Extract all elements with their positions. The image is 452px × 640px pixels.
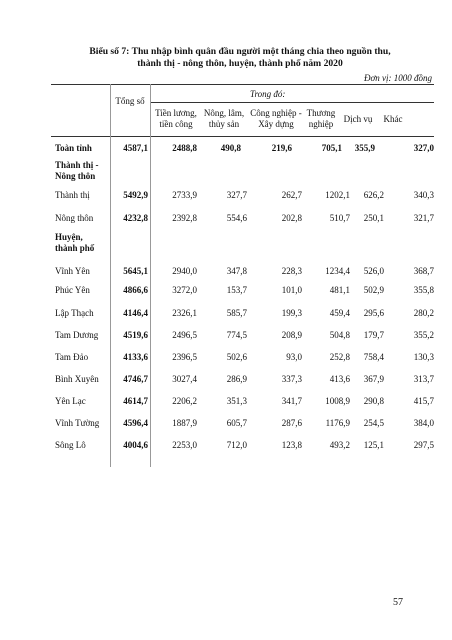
header-col-services: Dịch vụ (343, 114, 373, 124)
cell-agriculture: 286,9 (226, 374, 247, 384)
row-label: Bình Xuyên (55, 374, 99, 384)
cell-services: 179,7 (363, 330, 384, 340)
cell-wages: 2253,0 (172, 440, 197, 450)
table-row (51, 190, 434, 202)
cell-total: 4146,4 (123, 308, 148, 318)
cell-total: 4232,8 (123, 213, 148, 223)
cell-other: 130,3 (413, 352, 434, 362)
cell-industry: 101,0 (281, 285, 302, 295)
cell-trade: 1234,4 (325, 266, 350, 276)
cell-trade: 504,8 (329, 330, 350, 340)
row-label: Phúc Yên (55, 285, 90, 295)
row-label: Toàn tỉnh (55, 143, 92, 153)
cell-total: 4596,4 (123, 418, 148, 428)
header-bottom-rule (51, 136, 434, 137)
cell-wages: 2488,8 (172, 143, 197, 153)
table-row-province (51, 143, 434, 155)
cell-total: 5492,9 (123, 190, 148, 200)
row-label: Nông thôn (55, 213, 94, 223)
cell-other: 280,2 (413, 308, 434, 318)
cell-services: 367,9 (363, 374, 384, 384)
table-row (51, 308, 434, 320)
cell-total: 5645,1 (123, 266, 148, 276)
cell-industry: 287,6 (281, 418, 302, 428)
header-col-agriculture: Nông, lâm, thủy sản (203, 108, 245, 129)
table-top-rule (51, 84, 434, 85)
cell-wages: 2733,9 (172, 190, 197, 200)
cell-other: 297,5 (413, 440, 434, 450)
cell-agriculture: 712,0 (226, 440, 247, 450)
cell-trade: 252,8 (329, 352, 350, 362)
cell-trade: 1202,1 (325, 190, 350, 200)
cell-trade: 481,1 (329, 285, 350, 295)
cell-total: 4614,7 (123, 396, 148, 406)
cell-agriculture: 327,7 (226, 190, 247, 200)
cell-industry: 123,8 (281, 440, 302, 450)
table-row (51, 330, 434, 342)
row-label: Tam Dương (55, 330, 99, 340)
page-number: 57 (393, 597, 403, 608)
cell-wages: 2940,0 (172, 266, 197, 276)
cell-industry: 208,9 (281, 330, 302, 340)
cell-trade: 1176,9 (325, 418, 350, 428)
cell-agriculture: 502,6 (226, 352, 247, 362)
header-of-which: Trong đó: (250, 89, 286, 99)
row-label: Vĩnh Tường (55, 418, 100, 428)
header-col-other: Khác (383, 114, 403, 124)
cell-other: 415,7 (413, 396, 434, 406)
row-label: Tam Đảo (55, 352, 89, 362)
group-urban-rural: Thành thị - Nông thôn (55, 160, 99, 181)
cell-wages: 2326,1 (172, 308, 197, 318)
cell-trade: 459,4 (329, 308, 350, 318)
cell-other: 355,2 (413, 330, 434, 340)
cell-industry: 199,3 (281, 308, 302, 318)
cell-other: 340,3 (413, 190, 434, 200)
cell-services: 758,4 (363, 352, 384, 362)
cell-agriculture: 774,5 (226, 330, 247, 340)
cell-total: 4519,6 (123, 330, 148, 340)
subheader-rule (150, 102, 434, 103)
cell-agriculture: 153,7 (226, 285, 247, 295)
header-total: Tổng số (115, 96, 145, 106)
cell-agriculture: 351,3 (226, 396, 247, 406)
cell-industry: 202,8 (281, 213, 302, 223)
row-label: Vĩnh Yên (55, 266, 90, 276)
cell-other: 355,8 (413, 285, 434, 295)
title-line-2: thành thị - nông thôn, huyện, thành phố năm 2020 (137, 58, 343, 69)
cell-industry: 337,3 (281, 374, 302, 384)
cell-services: 626,2 (363, 190, 384, 200)
table-row (51, 352, 434, 364)
table-row (51, 396, 434, 408)
cell-agriculture: 585,7 (226, 308, 247, 318)
header-col-industry: Công nghiệp - Xây dựng (250, 108, 302, 129)
cell-other: 368,7 (413, 266, 434, 276)
cell-other: 313,7 (413, 374, 434, 384)
cell-total: 4587,1 (123, 143, 148, 153)
cell-services: 290,8 (363, 396, 384, 406)
cell-services: 254,5 (363, 418, 384, 428)
cell-agriculture: 347,8 (226, 266, 247, 276)
cell-wages: 2496,5 (172, 330, 197, 340)
row-label: Lập Thạch (55, 308, 94, 318)
cell-wages: 3027,4 (172, 374, 197, 384)
cell-services: 526,0 (363, 266, 384, 276)
table-row (51, 418, 434, 430)
unit-note: Đơn vị: 1000 đồng (363, 73, 432, 83)
cell-trade: 1008,9 (325, 396, 350, 406)
table-title (40, 46, 440, 70)
table-row (51, 266, 434, 278)
cell-services: 355,9 (354, 143, 375, 153)
cell-total: 4004,6 (123, 440, 148, 450)
cell-other: 327,0 (413, 143, 434, 153)
cell-other: 384,0 (413, 418, 434, 428)
cell-trade: 510,7 (329, 213, 350, 223)
table-row (51, 440, 434, 452)
header-col-trade: Thương nghiệp (306, 108, 336, 129)
cell-wages: 1887,9 (172, 418, 197, 428)
header-col-wages: Tiền lương, tiền công (155, 108, 197, 129)
cell-other: 321,7 (413, 213, 434, 223)
cell-total: 4746,7 (123, 374, 148, 384)
table-row (51, 285, 434, 297)
cell-total: 4133,6 (123, 352, 148, 362)
title-line-1: Biểu số 7: Thu nhập bình quân đầu người một tháng chia theo nguồn thu, (89, 46, 391, 57)
cell-services: 502,9 (363, 285, 384, 295)
row-label: Thành thị (55, 190, 90, 200)
group-districts: Huyện, thành phố (55, 232, 95, 253)
cell-wages: 2396,5 (172, 352, 197, 362)
cell-agriculture: 605,7 (226, 418, 247, 428)
cell-agriculture: 554,6 (226, 213, 247, 223)
cell-industry: 341,7 (281, 396, 302, 406)
cell-services: 295,6 (363, 308, 384, 318)
row-label: Sông Lô (55, 440, 86, 450)
cell-trade: 493,2 (329, 440, 350, 450)
row-label: Yên Lạc (55, 396, 86, 406)
cell-industry: 219,6 (271, 143, 292, 153)
cell-wages: 2206,2 (172, 396, 197, 406)
cell-wages: 2392,8 (172, 213, 197, 223)
table-row (51, 213, 434, 225)
cell-services: 250,1 (363, 213, 384, 223)
cell-agriculture: 490,8 (220, 143, 241, 153)
table-row (51, 374, 434, 386)
cell-services: 125,1 (363, 440, 384, 450)
cell-industry: 93,0 (286, 352, 302, 362)
cell-wages: 3272,0 (172, 285, 197, 295)
cell-industry: 228,3 (281, 266, 302, 276)
cell-total: 4866,6 (123, 285, 148, 295)
cell-trade: 705,1 (321, 143, 342, 153)
cell-trade: 413,6 (329, 374, 350, 384)
cell-industry: 262,7 (281, 190, 302, 200)
